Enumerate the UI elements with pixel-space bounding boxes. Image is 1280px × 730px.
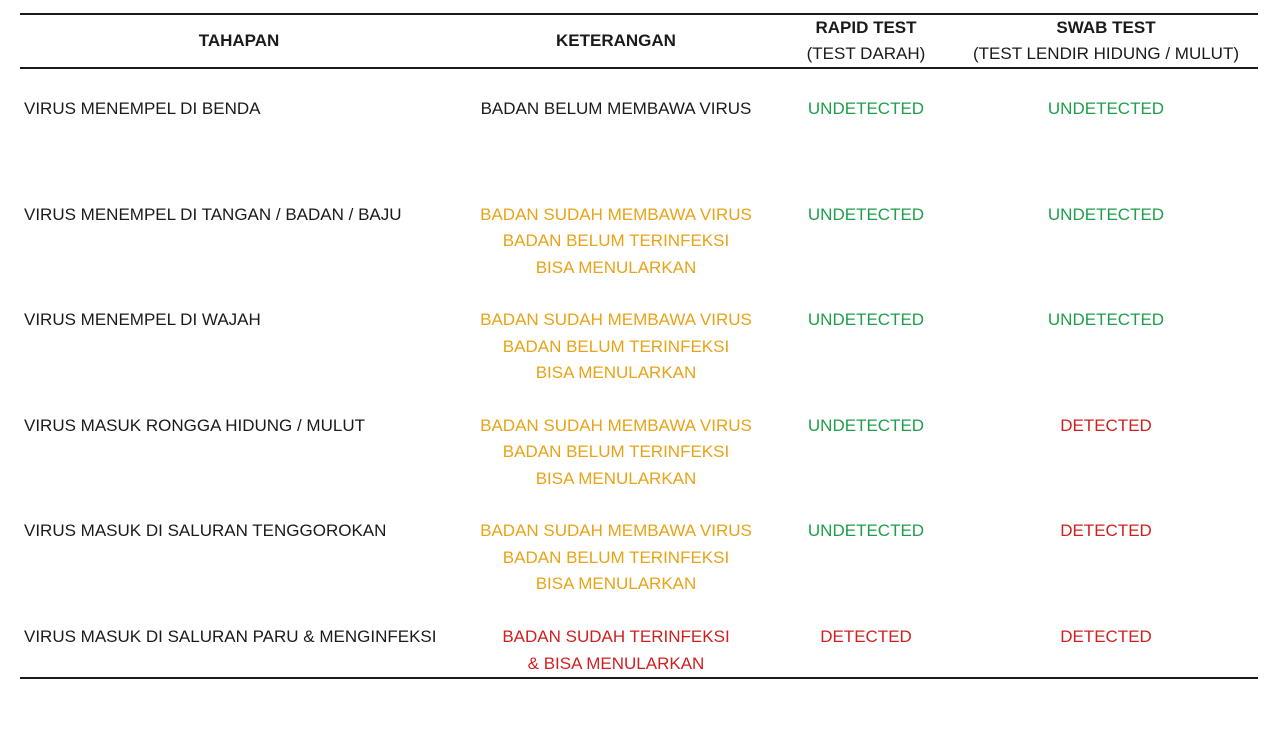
keterangan-cell [468, 518, 764, 598]
tahapan-cell: VIRUS MASUK DI SALURAN TENGGOROKAN [24, 521, 387, 541]
keterangan-line: BADAN SUDAH MEMBAWA VIRUS [480, 310, 752, 330]
table-row [0, 202, 1280, 308]
swab-test-result: DETECTED [1060, 415, 1152, 435]
table-row [0, 96, 1280, 202]
keterangan-line: BADAN SUDAH MEMBAWA VIRUS [480, 521, 752, 541]
keterangan-line: BISA MENULARKAN [535, 468, 697, 488]
header-swab-subtitle: (TEST LENDIR HIDUNG / MULUT) [972, 44, 1240, 63]
keterangan-line: BISA MENULARKAN [535, 257, 697, 277]
header-swab-test [960, 16, 1252, 66]
keterangan-line: BADAN BELUM MEMBAWA VIRUS [480, 99, 752, 118]
header-keterangan-label: KETERANGAN [556, 31, 676, 50]
keterangan-line: BISA MENULARKAN [535, 574, 697, 594]
keterangan-line: BADAN BELUM TERINFEKSI [502, 336, 730, 356]
tahapan-cell: VIRUS MENEMPEL DI BENDA [24, 99, 261, 118]
rapid-test-result: UNDETECTED [807, 99, 925, 118]
keterangan-line: BADAN SUDAH MEMBAWA VIRUS [480, 204, 752, 224]
keterangan-cell [468, 624, 764, 677]
tahapan-cell: VIRUS MASUK DI SALURAN PARU & MENGINFEKSI [24, 627, 437, 646]
swab-test-result: DETECTED [1060, 521, 1152, 541]
header-swab-title: SWAB TEST [1056, 18, 1156, 37]
keterangan-line: BADAN BELUM TERINFEKSI [502, 442, 730, 462]
keterangan-cell [468, 413, 764, 493]
tahapan-cell: VIRUS MASUK RONGGA HIDUNG / MULUT [24, 415, 365, 435]
keterangan-line: BADAN SUDAH MEMBAWA VIRUS [480, 415, 752, 435]
table-row [0, 307, 1280, 413]
keterangan-line: BADAN BELUM TERINFEKSI [502, 231, 730, 251]
rapid-test-result: DETECTED [820, 627, 912, 646]
rapid-test-result: UNDETECTED [807, 415, 925, 435]
keterangan-line: & BISA MENULARKAN [527, 653, 705, 673]
keterangan-line: BISA MENULARKAN [535, 363, 697, 383]
keterangan-cell [468, 96, 764, 123]
header-rapid-title: RAPID TEST [815, 18, 917, 37]
rapid-test-result: UNDETECTED [807, 204, 925, 224]
header-rapid-subtitle: (TEST DARAH) [806, 44, 926, 63]
rapid-test-result: UNDETECTED [807, 310, 925, 330]
header-keterangan [468, 16, 764, 66]
keterangan-line: BADAN BELUM TERINFEKSI [502, 547, 730, 567]
table-row [0, 413, 1280, 519]
tahapan-cell: VIRUS MENEMPEL DI TANGAN / BADAN / BAJU [24, 204, 402, 224]
header-bottom-rule [20, 67, 1258, 69]
keterangan-cell [468, 307, 764, 387]
header-tahapan-label: TAHAPAN [198, 31, 280, 50]
table-row [0, 518, 1280, 624]
swab-test-result: UNDETECTED [1047, 310, 1165, 330]
rapid-test-result: UNDETECTED [807, 521, 925, 541]
swab-test-result: UNDETECTED [1047, 99, 1165, 118]
keterangan-line: BADAN SUDAH TERINFEKSI [502, 627, 730, 646]
header-rapid-test [776, 16, 956, 66]
header-tahapan [20, 16, 458, 66]
swab-test-result: UNDETECTED [1047, 204, 1165, 224]
tahapan-cell: VIRUS MENEMPEL DI WAJAH [24, 310, 261, 330]
swab-test-result: DETECTED [1060, 627, 1152, 646]
table-bottom-rule [20, 677, 1258, 679]
keterangan-cell [468, 202, 764, 282]
